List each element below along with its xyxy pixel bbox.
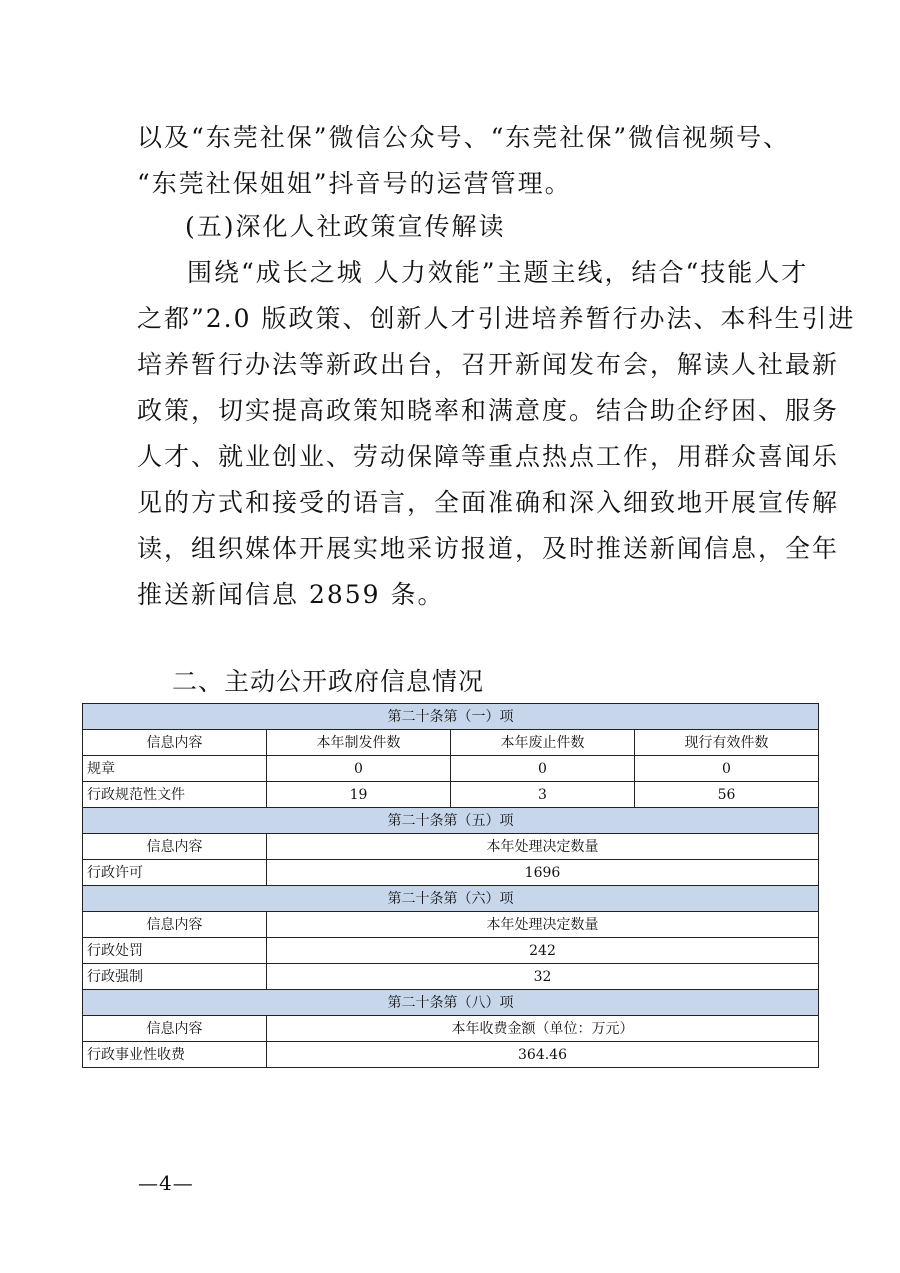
table-row xyxy=(83,782,819,808)
column-header: 本年收费金额（单位：万元） xyxy=(267,1016,819,1042)
table-row xyxy=(83,964,819,990)
column-header: 本年制发件数 xyxy=(267,730,451,756)
column-header: 信息内容 xyxy=(83,912,267,938)
row-value: 242 xyxy=(267,938,819,964)
table-row xyxy=(83,1042,819,1068)
paragraph-2-line: 读，组织媒体开展实地采访报道，及时推送新闻信息，全年 xyxy=(137,534,840,563)
row-label: 行政许可 xyxy=(83,860,267,886)
column-header: 信息内容 xyxy=(83,834,267,860)
page-number: —4— xyxy=(138,1171,194,1195)
column-header: 信息内容 xyxy=(83,1016,267,1042)
section-band: 第二十条第（五）项 xyxy=(83,808,819,834)
paragraph-2-line: 人才、就业创业、劳动保障等重点热点工作，用群众喜闻乐 xyxy=(137,442,840,471)
section-band: 第二十条第（六）项 xyxy=(83,886,819,912)
column-header: 本年处理决定数量 xyxy=(267,834,819,860)
valid-count: 56 xyxy=(635,782,819,808)
paragraph-2-line: 推送新闻信息 2859 条。 xyxy=(137,580,445,609)
paragraph-2-line: 培养暂行办法等新政出台，召开新闻发布会，解读人社最新 xyxy=(137,350,840,379)
column-header: 信息内容 xyxy=(83,730,267,756)
section-band: 第二十条第（一）项 xyxy=(83,704,819,730)
paragraph-2-line: 政策，切实提高政策知晓率和满意度。结合助企纾困、服务 xyxy=(137,396,840,425)
repealed-count: 0 xyxy=(451,756,635,782)
subheading: (五)深化人社政策宣传解读 xyxy=(185,212,506,241)
table-row xyxy=(83,860,819,886)
row-value: 1696 xyxy=(267,860,819,886)
table-header-row xyxy=(83,912,819,938)
body-paragraph-2 xyxy=(137,250,856,618)
row-value: 32 xyxy=(267,964,819,990)
paragraph-1-line-1: 以及“东莞社保”微信公众号、“东莞社保”微信视频号、 xyxy=(137,123,791,152)
valid-count: 0 xyxy=(635,756,819,782)
government-info-table xyxy=(82,703,819,1068)
row-label: 行政规范性文件 xyxy=(83,782,267,808)
column-header: 现行有效件数 xyxy=(635,730,819,756)
paragraph-2-line: 围绕“成长之城 人力效能”主题主线，结合“技能人才 xyxy=(187,258,809,287)
row-label: 行政事业性收费 xyxy=(83,1042,267,1068)
row-value: 364.46 xyxy=(267,1042,819,1068)
section-band: 第二十条第（八）项 xyxy=(83,990,819,1016)
column-header: 本年处理决定数量 xyxy=(267,912,819,938)
row-label: 行政强制 xyxy=(83,964,267,990)
body-paragraph-1 xyxy=(137,115,791,207)
row-label: 规章 xyxy=(83,756,267,782)
section-band-row xyxy=(83,808,819,834)
table-row xyxy=(83,938,819,964)
table-header-row xyxy=(83,1016,819,1042)
section-band-row xyxy=(83,990,819,1016)
row-label: 行政处罚 xyxy=(83,938,267,964)
paragraph-2-line: 之都”2.0 版政策、创新人才引进培养暂行办法、本科生引进 xyxy=(137,304,856,333)
column-header: 本年废止件数 xyxy=(451,730,635,756)
issued-count: 0 xyxy=(267,756,451,782)
section-band-row xyxy=(83,886,819,912)
section-band-row xyxy=(83,704,819,730)
table-header-row xyxy=(83,730,819,756)
table-row xyxy=(83,756,819,782)
repealed-count: 3 xyxy=(451,782,635,808)
paragraph-2-line: 见的方式和接受的语言，全面准确和深入细致地开展宣传解 xyxy=(137,488,840,517)
table-header-row xyxy=(83,834,819,860)
section-title: 二、主动公开政府信息情况 xyxy=(172,667,485,696)
paragraph-1-line-2: “东莞社保姐姐”抖音号的运营管理。 xyxy=(137,169,572,198)
issued-count: 19 xyxy=(267,782,451,808)
